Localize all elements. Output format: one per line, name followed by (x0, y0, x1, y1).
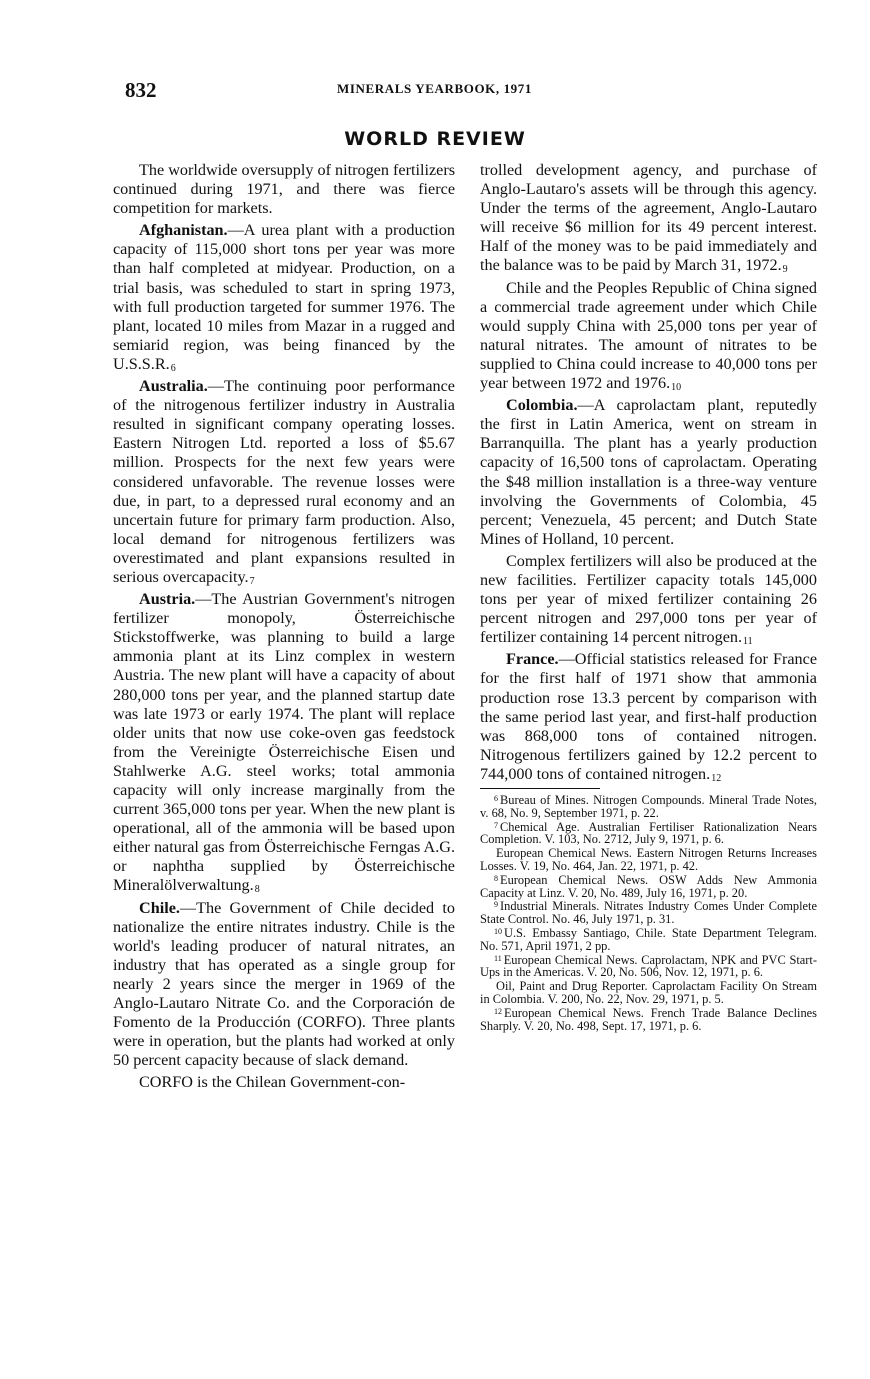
australia-paragraph (113, 377, 455, 587)
intro-paragraph: The worldwide oversupply of nitrogen fertilizers continued during 1971, and there was fierce competition for markets. (113, 161, 456, 218)
footnote-ref-8: 8 (254, 884, 260, 896)
page-number: 832 (125, 78, 157, 102)
footnote-number: 8 (494, 873, 498, 883)
chile-lead: Chile. (139, 898, 180, 917)
right-column (480, 161, 817, 1033)
france-text: —Official statistics released for France for the first half of 1971 show that ammonia production rose 13.3 percent by comparison with the same period last year, and first-half production was 868,000 tons of contained nitrogen. Nitrogenous fertilizers gained by 12.2 percent to 744,000 tons of contained nitrogen. (480, 650, 817, 783)
austria-text: —The Austrian Government's nitrogen fertilizer monopoly, Österreichische Stickstoffwerke, was planning to build a large ammonia plant at its Linz complex in western Austria. The new plant will have a capacity of about 280,000 tons per year, and the planned startup date was late 1973 or early 1974. The plant will replace older units that now use coke-oven gas feedstock from the Vereinigte Österreichische Eisen und Stahlwerke A.G. steel works; total ammonia capacity will only increase marginally from the current 365,000 tons per year. When the new plant is operational, all of the ammonia will be based upon either natural gas from Österreichische Ferngas A.G. or naphtha supplied by Österreichische Mineralölverwaltung. (113, 590, 455, 895)
footnote-text: European Chemical News. Caprolactam, NPK and PVC Start-Ups in the Americas. V. 20, No. 506, Nov. 12, 1971, p. 6. (480, 952, 817, 980)
footnote-ref-9: 9 (782, 264, 788, 276)
austria-lead: Austria. (139, 590, 196, 609)
complex-paragraph (480, 552, 817, 647)
footnote (480, 874, 817, 900)
footnote-number: 10 (494, 926, 502, 936)
footnote (480, 900, 817, 926)
australia-lead: Australia. (139, 377, 208, 396)
footnote-text: European Chemical News. Eastern Nitrogen Returns Increases Losses. V. 19, No. 464, Jan. 22, 1971, p. 42. (480, 846, 817, 873)
australia-text: —The continuing poor performance of the nitrogenous fertilizer industry in Australia resulted in significant company operating losses. Eastern Nitrogen Ltd. reported a loss of $5.67 million. Prospects for the next few years were considered unfavorable. The revenue losses were due, in part, to a depressed rural economy and an uncertain future for primary farm production. Also, local demand for nitrogenous fertilizers was overestimated and plant expansions resulted in serious overcapacity. (113, 377, 455, 586)
footnote (480, 794, 817, 820)
chile-china-paragraph (480, 279, 817, 394)
corfo-paragraph-cont (480, 161, 817, 276)
footnote-ref-12: 12 (711, 772, 722, 784)
footnote-number: 7 (494, 820, 498, 830)
afghanistan-text: —A urea plant with a production capacity of 115,000 short tons per year was more than half completed at midyear. Production, on a trial basis, was scheduled to start in spring 1973, with full production targeted for summer 1976. The plant, located 10 miles from Mazar in a rugged and semiarid region, was being financed by the U.S.S.R. (113, 221, 455, 373)
footnote-text: Bureau of Mines. Nitrogen Compounds. Mineral Trade Notes, v. 68, No. 9, September 1971, p. 22. (480, 793, 817, 820)
footnote (480, 821, 817, 847)
footnote-text: Oil, Paint and Drug Reporter. Caprolactam Facility On Stream in Colombia. V. 200, No. 22, Nov. 29, 1971, p. 5. (480, 979, 817, 1006)
footnote (480, 847, 817, 873)
footnote-text: European Chemical News. French Trade Balance Declines Sharply. V. 20, No. 498, Sept. 17, 1971, p. 6. (480, 1005, 817, 1033)
corfo-text: trolled development agency, and purchase of Anglo-Lautaro's assets will be through this agency. Under the terms of the agreement, Anglo-Lautaro will receive $6 million for its 49 percent interest. Half of the money was to be paid immediately and the balance was to be paid by March 31, 1972. (480, 161, 817, 275)
running-head: MINERALS YEARBOOK, 1971 (337, 81, 532, 96)
footnote (480, 980, 817, 1006)
footnote-number: 9 (494, 900, 498, 910)
footnote-text: U.S. Embassy Santiago, Chile. State Department Telegram. No. 571, April 1971, 2 pp. (480, 925, 817, 953)
france-paragraph (480, 650, 817, 784)
left-column (113, 161, 455, 1096)
page-header (125, 78, 727, 102)
footnote-ref-7: 7 (249, 575, 255, 587)
france-lead: France. (506, 650, 559, 669)
footnote-number: 6 (494, 794, 498, 803)
colombia-lead: Colombia. (506, 396, 578, 415)
afghanistan-paragraph (113, 221, 455, 374)
footnote-text: Chemical Age. Australian Fertiliser Rationalization Nears Completion. V. 103, No. 2712, July 9, 1971, p. 6. (480, 819, 817, 847)
footnote-ref-11: 11 (743, 636, 753, 648)
chile-china-text: Chile and the Peoples Republic of China signed a commercial trade agreement under which Chile would supply China with 25,000 tons per year of natural nitrates. The amount of nitrates to be supplied to China could increase to 40,000 tons per year between 1972 and 1976. (480, 278, 817, 393)
footnote (480, 954, 817, 980)
footnote (480, 1007, 817, 1033)
footnote-text: Industrial Minerals. Nitrates Industry Comes Under Complete State Control. No. 46, July 1971, p. 31. (480, 899, 817, 927)
colombia-paragraph (480, 396, 817, 549)
footnote-ref-10: 10 (671, 382, 682, 394)
section-title: WORLD REVIEW (344, 128, 526, 150)
footnote-text: European Chemical News. OSW Adds New Ammonia Capacity at Linz. V. 20, No. 489, July 16, 1971, p. 20. (480, 872, 817, 900)
afghanistan-lead: Afghanistan. (139, 221, 228, 240)
colombia-text: —A caprolactam plant, reputedly the first in Latin America, went on stream in Barranquilla. The plant has a yearly production capacity of 16,500 tons of caprolactam. Operating the $48 million installation is a three-way venture involving the Governments of Colombia, 45 percent; Venezuela, 45 percent; and Dutch State Mines of Holland, 10 percent. (480, 396, 817, 548)
chile-text: —The Government of Chile decided to nationalize the entire nitrates industry. Chile is the world's leading producer of natural nitrates, an industry that has operated as a single group for nearly 2 years since the merger in 1969 of the Anglo-Lautaro Nitrate Co. and the Corporación de Fomento de la Producción (CORFO). Three plants were in operation, but the plants had worked at only 50 percent capacity because of slack demand. (113, 898, 455, 1070)
austria-paragraph (113, 590, 455, 896)
corfo-paragraph-start: CORFO is the Chilean Government-con- (139, 1073, 406, 1092)
footnote-number: 12 (494, 1006, 502, 1016)
complex-text: Complex fertilizers will also be produced at the new facilities. Fertilizer capacity totals 145,000 tons per year of mixed fertilizer containing 26 percent nitrogen and 297,000 tons per year of fertilizer containing 14 percent nitrogen. (480, 551, 817, 647)
footnote-ref-6: 6 (170, 362, 176, 374)
footnote-number: 11 (494, 953, 502, 963)
chile-paragraph (113, 899, 455, 1071)
footnote-divider (480, 788, 600, 789)
footnote (480, 927, 817, 953)
footnotes (480, 788, 817, 1032)
